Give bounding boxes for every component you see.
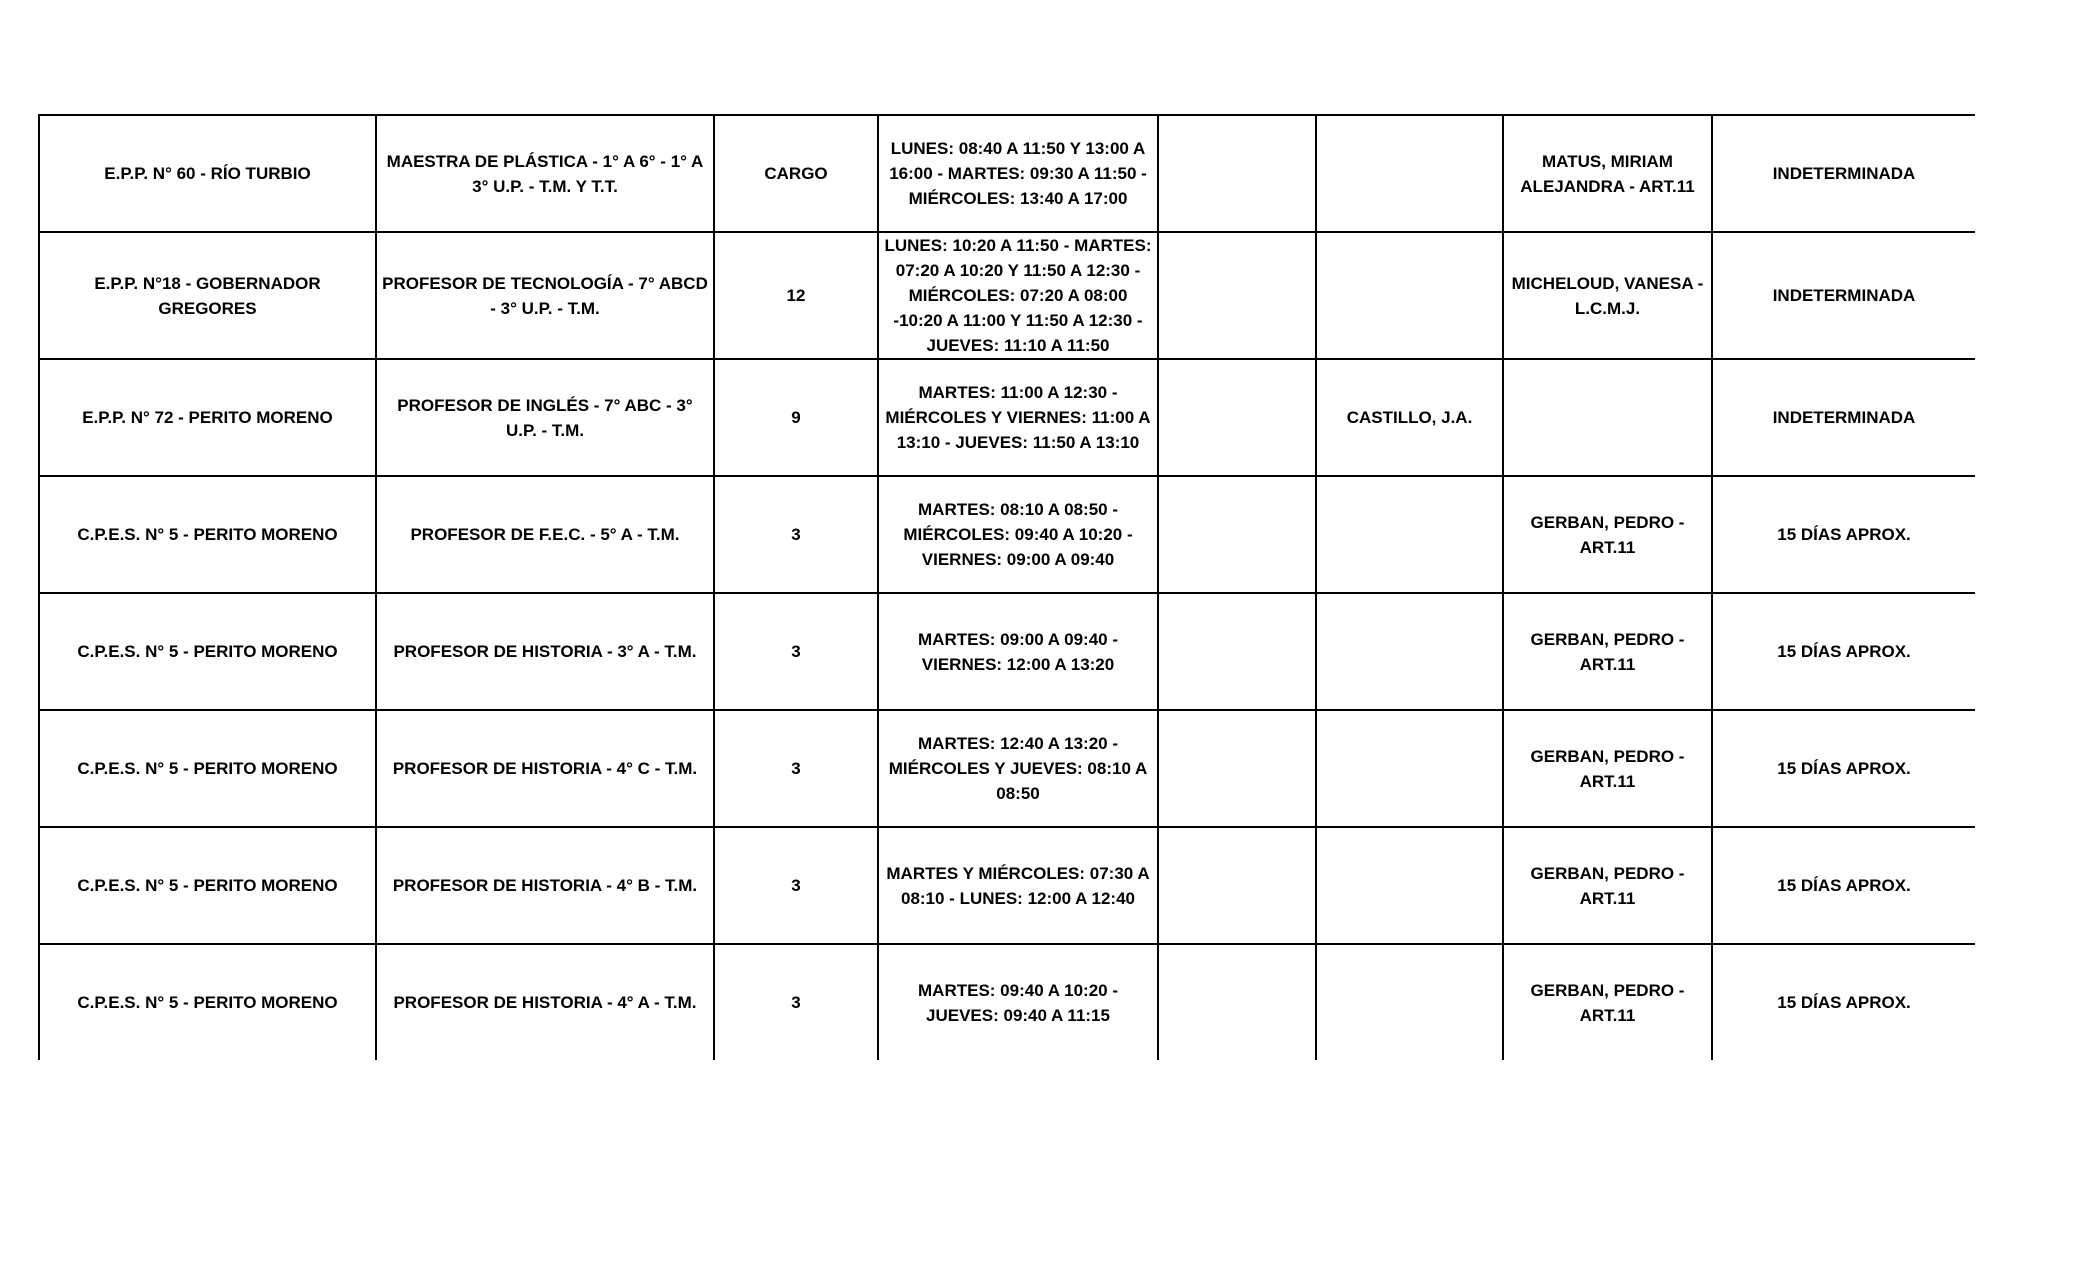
assigned-cell: CASTILLO, J.A. xyxy=(1316,359,1503,476)
empty-cell xyxy=(1158,359,1316,476)
schedule-cell: LUNES: 08:40 A 11:50 Y 13:00 A 16:00 - MARTES: 09:30 A 11:50 - MIÉRCOLES: 13:40 A 17:00 xyxy=(878,115,1158,232)
hours-cell: 3 xyxy=(714,476,878,593)
table-row xyxy=(39,115,1975,232)
assigned-cell xyxy=(1316,593,1503,710)
hours-cell: 3 xyxy=(714,827,878,944)
replaces-cell: MICHELOUD, VANESA - L.C.M.J. xyxy=(1503,232,1712,359)
duration-cell: 15 DÍAS APROX. xyxy=(1712,476,1975,593)
school-cell: E.P.P. N°18 - GOBERNADOR GREGORES xyxy=(39,232,376,359)
position-cell: PROFESOR DE HISTORIA - 4° C - T.M. xyxy=(376,710,714,827)
table-row xyxy=(39,476,1975,593)
table-row xyxy=(39,944,1975,1060)
school-cell: C.P.E.S. N° 5 - PERITO MORENO xyxy=(39,710,376,827)
duration-cell: INDETERMINADA xyxy=(1712,232,1975,359)
position-cell: PROFESOR DE TECNOLOGÍA - 7° ABCD - 3° U.P. - T.M. xyxy=(376,232,714,359)
position-cell: PROFESOR DE HISTORIA - 3° A - T.M. xyxy=(376,593,714,710)
position-cell: PROFESOR DE HISTORIA - 4° B - T.M. xyxy=(376,827,714,944)
empty-cell xyxy=(1158,476,1316,593)
position-cell: PROFESOR DE F.E.C. - 5° A - T.M. xyxy=(376,476,714,593)
schedule-cell: MARTES: 12:40 A 13:20 - MIÉRCOLES Y JUEVES: 08:10 A 08:50 xyxy=(878,710,1158,827)
hours-cell: CARGO xyxy=(714,115,878,232)
hours-cell: 3 xyxy=(714,710,878,827)
position-cell: PROFESOR DE HISTORIA - 4° A - T.M. xyxy=(376,944,714,1060)
replaces-cell: GERBAN, PEDRO - ART.11 xyxy=(1503,944,1712,1060)
duration-cell: INDETERMINADA xyxy=(1712,115,1975,232)
duration-cell: 15 DÍAS APROX. xyxy=(1712,944,1975,1060)
schedule-cell: MARTES: 08:10 A 08:50 - MIÉRCOLES: 09:40 A 10:20 - VIERNES: 09:00 A 09:40 xyxy=(878,476,1158,593)
empty-cell xyxy=(1158,232,1316,359)
duration-cell: INDETERMINADA xyxy=(1712,359,1975,476)
table-row xyxy=(39,710,1975,827)
assigned-cell xyxy=(1316,710,1503,827)
hours-cell: 9 xyxy=(714,359,878,476)
school-cell: C.P.E.S. N° 5 - PERITO MORENO xyxy=(39,476,376,593)
replaces-cell: GERBAN, PEDRO - ART.11 xyxy=(1503,710,1712,827)
assigned-cell xyxy=(1316,827,1503,944)
empty-cell xyxy=(1158,593,1316,710)
duration-cell: 15 DÍAS APROX. xyxy=(1712,827,1975,944)
position-cell: MAESTRA DE PLÁSTICA - 1° A 6° - 1° A 3° U.P. - T.M. Y T.T. xyxy=(376,115,714,232)
replaces-cell xyxy=(1503,359,1712,476)
school-cell: E.P.P. N° 72 - PERITO MORENO xyxy=(39,359,376,476)
assigned-cell xyxy=(1316,944,1503,1060)
schedule-cell: MARTES Y MIÉRCOLES: 07:30 A 08:10 - LUNES: 12:00 A 12:40 xyxy=(878,827,1158,944)
schedule-cell: LUNES: 10:20 A 11:50 - MARTES: 07:20 A 10:20 Y 11:50 A 12:30 - MIÉRCOLES: 07:20 A 08:00 -10:20 A 11:00 Y 11:50 A 12:30 - JUEVES: 11:10 A 11:50 xyxy=(878,232,1158,359)
schedule-cell: MARTES: 09:00 A 09:40 - VIERNES: 12:00 A 13:20 xyxy=(878,593,1158,710)
hours-cell: 3 xyxy=(714,944,878,1060)
assigned-cell xyxy=(1316,476,1503,593)
empty-cell xyxy=(1158,710,1316,827)
replaces-cell: GERBAN, PEDRO - ART.11 xyxy=(1503,593,1712,710)
empty-cell xyxy=(1158,827,1316,944)
school-cell: C.P.E.S. N° 5 - PERITO MORENO xyxy=(39,593,376,710)
table-row xyxy=(39,232,1975,359)
schedule-cell: MARTES: 11:00 A 12:30 - MIÉRCOLES Y VIERNES: 11:00 A 13:10 - JUEVES: 11:50 A 13:10 xyxy=(878,359,1158,476)
school-cell: E.P.P. N° 60 - RÍO TURBIO xyxy=(39,115,376,232)
table-row xyxy=(39,593,1975,710)
replaces-cell: MATUS, MIRIAM ALEJANDRA - ART.11 xyxy=(1503,115,1712,232)
table-row xyxy=(39,359,1975,476)
replaces-cell: GERBAN, PEDRO - ART.11 xyxy=(1503,827,1712,944)
position-cell: PROFESOR DE INGLÉS - 7° ABC - 3° U.P. - T.M. xyxy=(376,359,714,476)
duration-cell: 15 DÍAS APROX. xyxy=(1712,710,1975,827)
school-cell: C.P.E.S. N° 5 - PERITO MORENO xyxy=(39,944,376,1060)
empty-cell xyxy=(1158,115,1316,232)
hours-cell: 3 xyxy=(714,593,878,710)
hours-cell: 12 xyxy=(714,232,878,359)
replaces-cell: GERBAN, PEDRO - ART.11 xyxy=(1503,476,1712,593)
vacancy-table xyxy=(38,114,1975,1060)
assigned-cell xyxy=(1316,115,1503,232)
empty-cell xyxy=(1158,944,1316,1060)
duration-cell: 15 DÍAS APROX. xyxy=(1712,593,1975,710)
table-row xyxy=(39,827,1975,944)
school-cell: C.P.E.S. N° 5 - PERITO MORENO xyxy=(39,827,376,944)
vacancy-table-sheet xyxy=(38,114,1975,1066)
schedule-cell: MARTES: 09:40 A 10:20 - JUEVES: 09:40 A 11:15 xyxy=(878,944,1158,1060)
assigned-cell xyxy=(1316,232,1503,359)
